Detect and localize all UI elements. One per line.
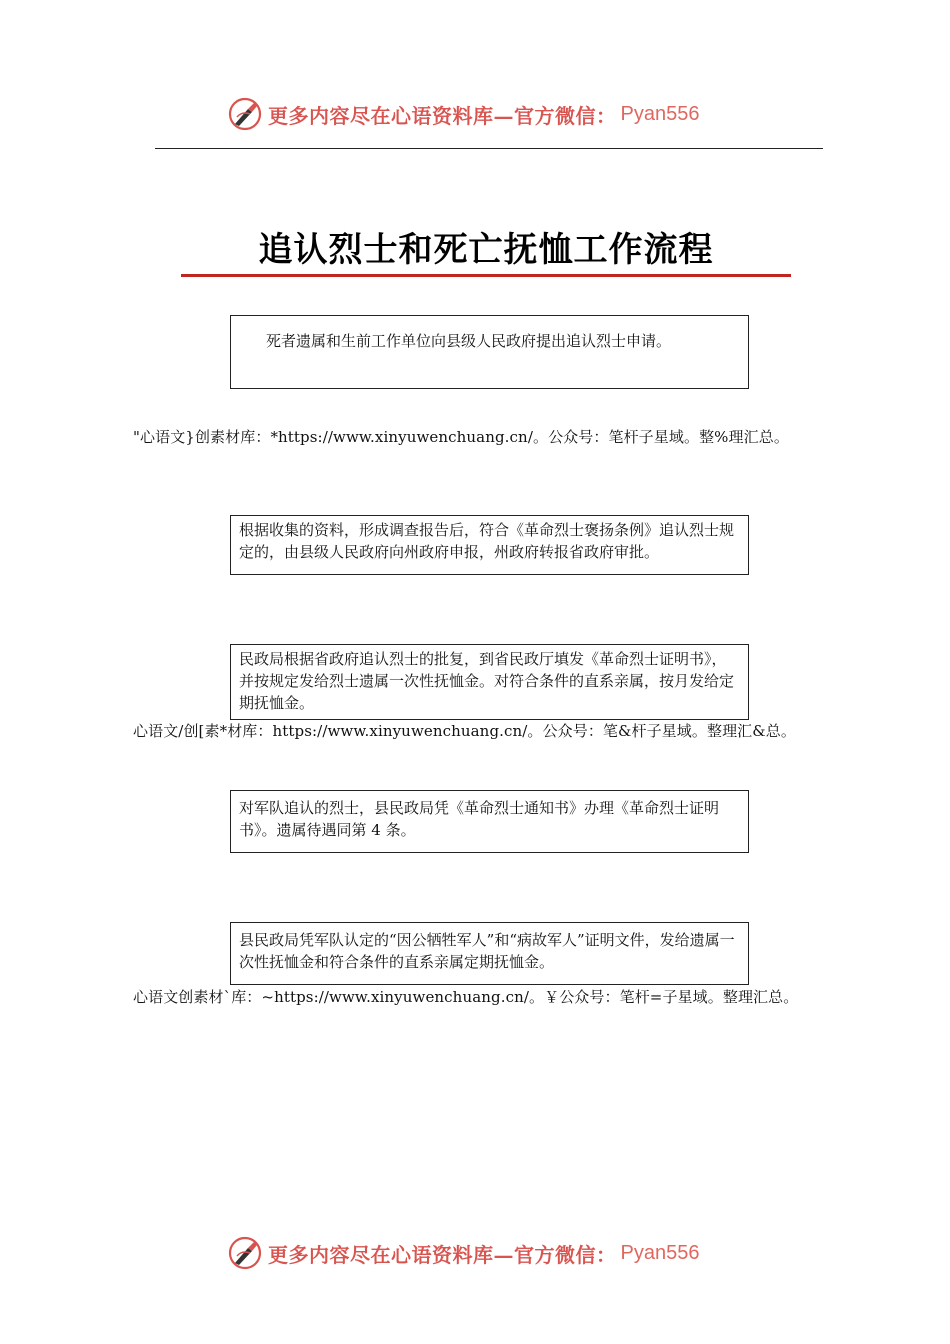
flow-step-1: 死者遗属和生前工作单位向县级人民政府提出追认烈士申请。 — [230, 315, 749, 389]
page-title: 追认烈士和死亡抚恤工作流程 — [258, 230, 714, 270]
watermark-note-3: 心语文创素材`库：~https://www.xinyuwenchuang.cn/。￥公众号：笔杆=子星域。整理汇总。 — [133, 988, 799, 1006]
header-banner-wechat-id: Pyan556 — [620, 102, 700, 125]
header-banner — [228, 96, 699, 132]
flow-step-2: 根据收集的资料，形成调查报告后，符合《革命烈士褒扬条例》追认烈士规定的，由县级人民政府向州政府申报，州政府转报省政府审批。 — [230, 515, 749, 575]
flow-step-3: 民政局根据省政府追认烈士的批复，到省民政厅填发《革命烈士证明书》，并按规定发给烈士遗属一次性抚恤金。对符合条件的直系亲属，按月发给定期抚恤金。 — [230, 644, 749, 720]
watermark-note-2: 心语文/创[素*材库：https://www.xinyuwenchuang.cn/。公众号：笔&杆子星域。整理汇&总。 — [133, 722, 796, 740]
footer-banner-text: 更多内容尽在心语资料库—官方微信： — [268, 1242, 617, 1267]
watermark-note-1: "心语文}创素材库：*https://www.xinyuwenchuang.cn/。公众号：笔杆子星域。整%理汇总。 — [133, 428, 789, 446]
pen-circle-logo-icon — [228, 1236, 262, 1270]
title-underline — [181, 274, 791, 277]
footer-banner — [228, 1235, 699, 1271]
flow-step-5: 县民政局凭军队认定的“因公牺牲军人”和“病故军人”证明文件，发给遗属一次性抚恤金和符合条件的直系亲属定期抚恤金。 — [230, 922, 749, 985]
flow-step-4: 对军队追认的烈士，县民政局凭《革命烈士通知书》办理《革命烈士证明书》。遗属待遇同第 4 条。 — [230, 790, 749, 853]
header-banner-text: 更多内容尽在心语资料库—官方微信： — [268, 103, 617, 128]
footer-banner-wechat-id: Pyan556 — [620, 1241, 700, 1264]
pen-circle-logo-icon — [228, 97, 262, 131]
header-divider — [155, 148, 823, 149]
